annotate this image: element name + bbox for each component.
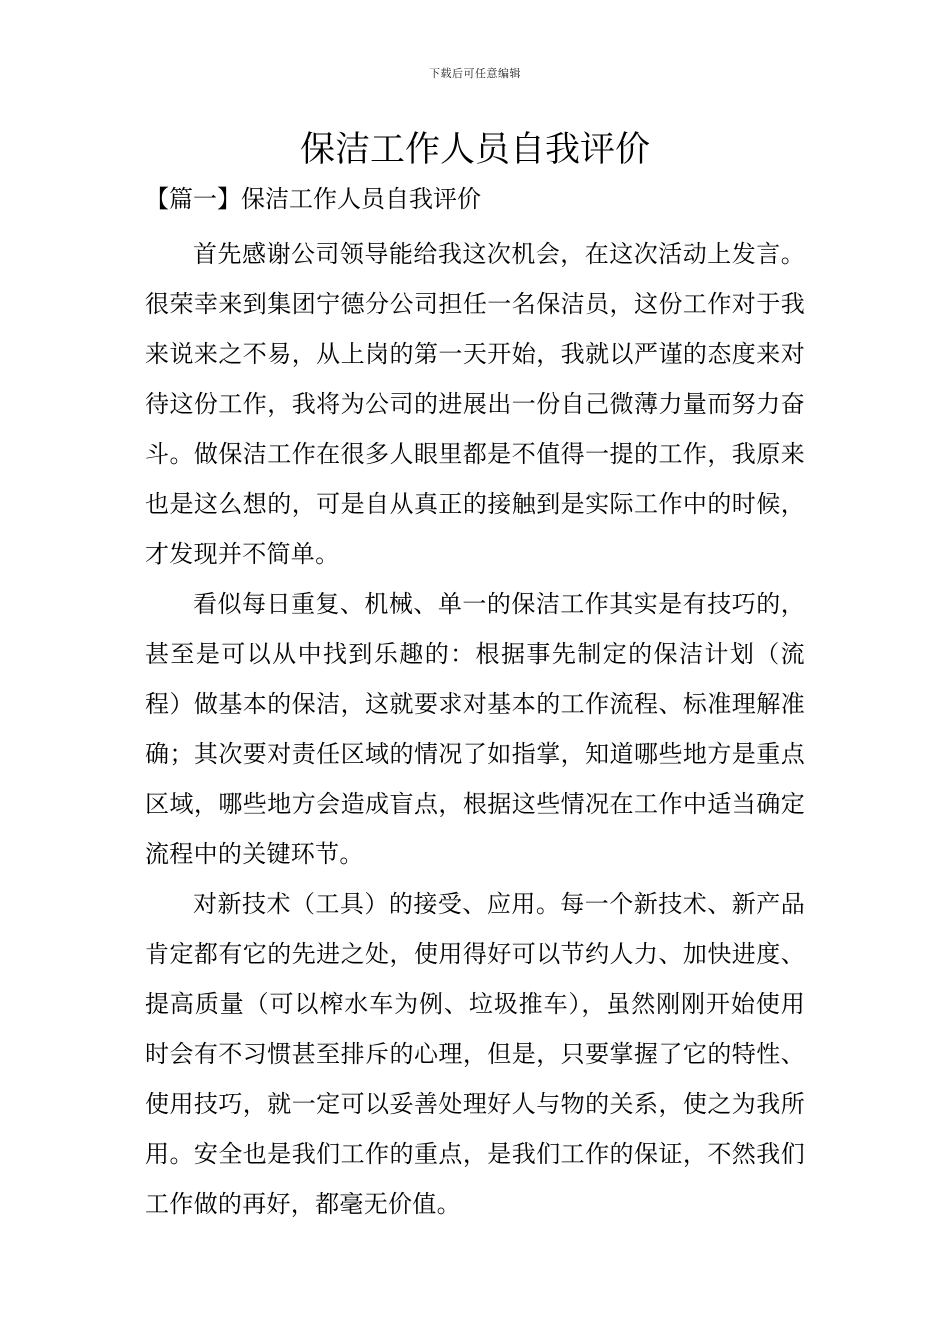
body-text xyxy=(145,229,805,1229)
document-title: 保洁工作人员自我评价 xyxy=(299,130,650,170)
section-heading: 【篇一】保洁工作人员自我评价 xyxy=(145,185,481,213)
header-note: 下载后可任意编辑 xyxy=(429,67,521,80)
paragraph-2: 看似每日重复、机械、单一的保洁工作其实是有技巧的，甚至是可以从中找到乐趣的：根据事先制定的保洁计划（流程）做基本的保洁，这就要求对基本的工作流程、标准理解准确；其次要对责任区域的情况了如指掌，知道哪些地方是重点区域，哪些地方会造成盲点，根据这些情况在工作中适当确定流程中的关键环节。 xyxy=(145,590,805,868)
paragraph-3: 对新技术（工具）的接受、应用。每一个新技术、新产品肯定都有它的先进之处，使用得好可以节约人力、加快进度、提高质量（可以榨水车为例、垃圾推车），虽然刚刚开始使用时会有不习惯甚至排斥的心理，但是，只要掌握了它的特性、使用技巧，就一定可以妥善处理好人与物的关系，使之为我所用。安全也是我们工作的重点，是我们工作的保证，不然我们工作做的再好，都毫无价值。 xyxy=(145,890,805,1218)
paragraph-1: 首先感谢公司领导能给我这次机会，在这次活动上发言。很荣幸来到集团宁德分公司担任一名保洁员，这份工作对于我来说来之不易，从上岗的第一天开始，我就以严谨的态度来对待这份工作，我将为公司的进展出一份自己微薄力量而努力奋斗。做保洁工作在很多人眼里都是不值得一提的工作，我原来也是这么想的，可是自从真正的接触到是实际工作中的时候，才发现并不简单。 xyxy=(145,240,805,568)
